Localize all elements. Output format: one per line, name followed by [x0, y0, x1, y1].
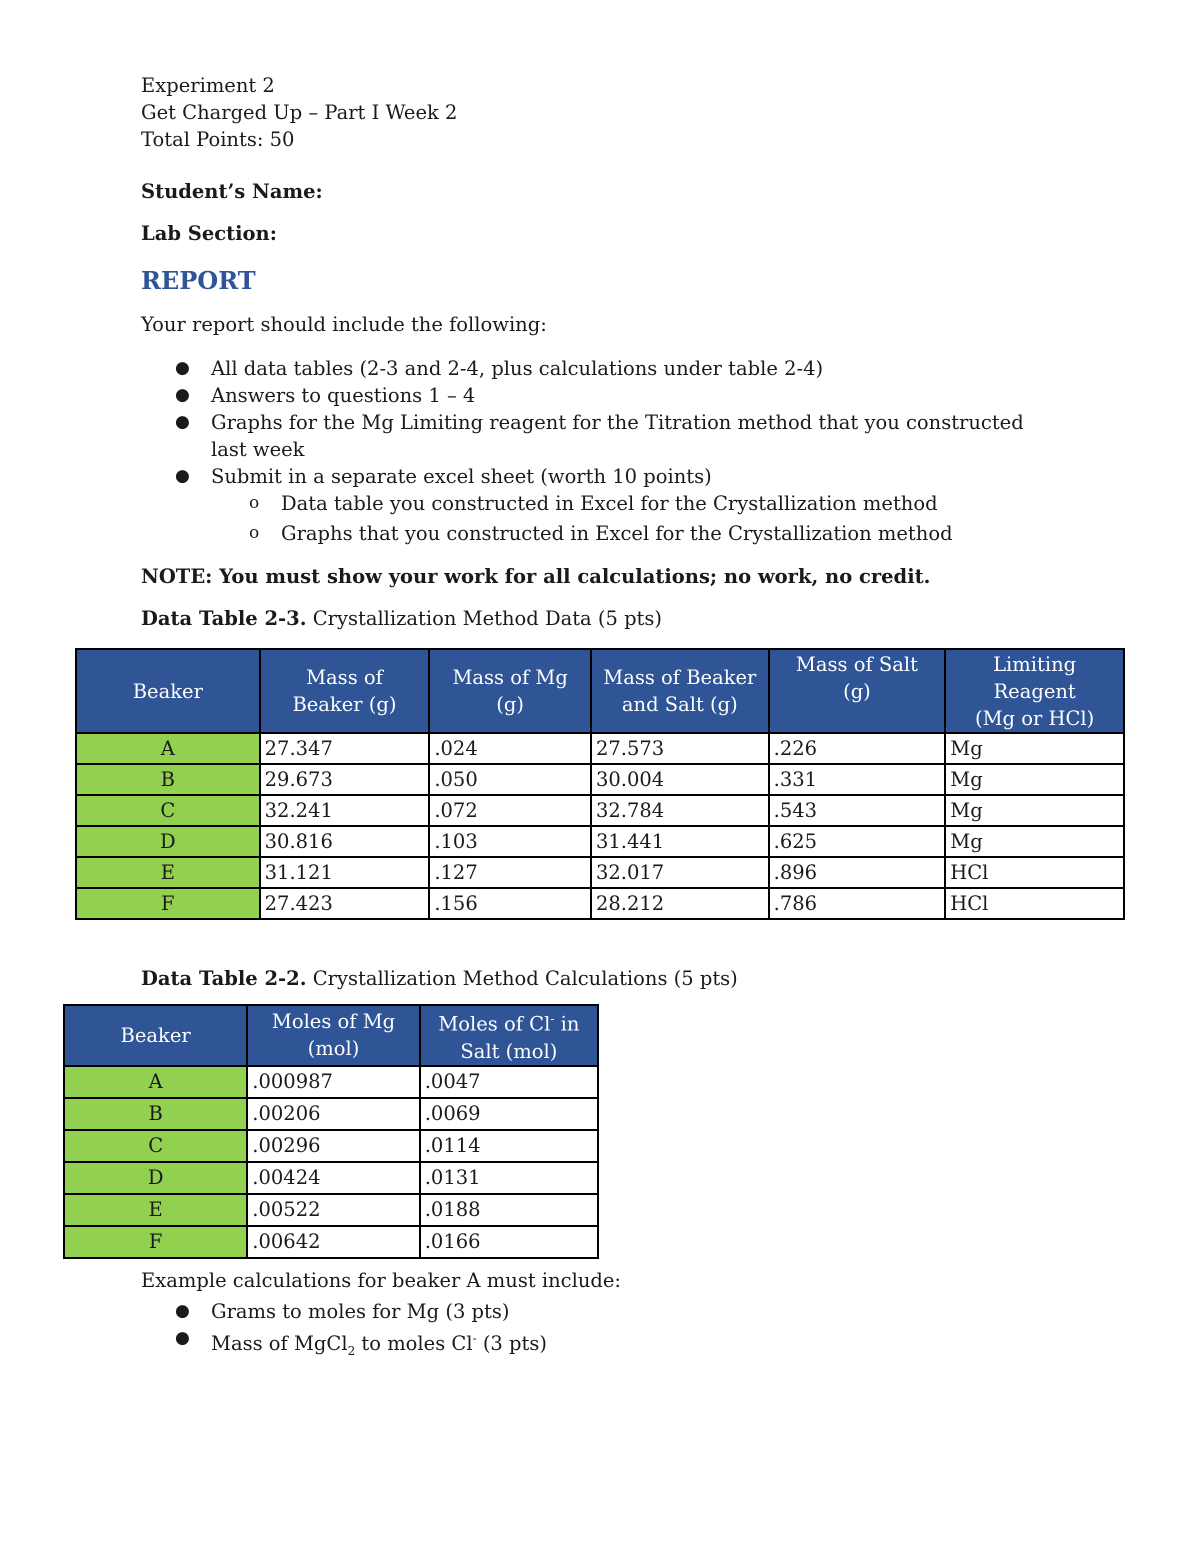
- circle-bullet-icon: o: [249, 523, 260, 543]
- table-row: [76, 888, 1124, 919]
- column-header: Mass of Salt (g): [769, 649, 946, 733]
- table-cell: .0166: [420, 1226, 598, 1258]
- example-list: [141, 1298, 1041, 1364]
- report-heading: REPORT: [141, 266, 256, 295]
- student-name-label: Student’s Name:: [141, 180, 323, 203]
- table-row: [64, 1066, 598, 1098]
- table-row: [76, 795, 1124, 826]
- bullet-icon: ●: [175, 385, 190, 405]
- beaker-label-cell: D: [64, 1162, 247, 1194]
- table-cell: HCl: [945, 857, 1124, 888]
- example-intro: Example calculations for beaker A must include:: [141, 1269, 621, 1292]
- beaker-label-cell: F: [64, 1226, 247, 1258]
- column-header: Beaker: [76, 649, 260, 733]
- table-cell: Mg: [945, 826, 1124, 857]
- list-item: ● All data tables (2-3 and 2-4, plus calculations under table 2-4): [175, 357, 824, 380]
- bullet-icon: ●: [175, 466, 190, 486]
- table-cell: .0114: [420, 1130, 598, 1162]
- beaker-label-cell: B: [76, 764, 260, 795]
- table-cell: 27.347: [260, 733, 430, 764]
- lab-section-label: Lab Section:: [141, 222, 277, 245]
- column-header: Beaker: [64, 1005, 247, 1066]
- table-row: [76, 857, 1124, 888]
- column-header: Mass of Mg (g): [429, 649, 591, 733]
- table-cell: 31.441: [591, 826, 769, 857]
- table-cell: Mg: [945, 733, 1124, 764]
- table-cell: .0069: [420, 1098, 598, 1130]
- table-cell: .625: [769, 826, 946, 857]
- table-cell: 30.816: [260, 826, 430, 857]
- table-cell: .024: [429, 733, 591, 764]
- bullet-icon: ●: [175, 1301, 190, 1321]
- circle-bullet-icon: o: [249, 493, 260, 513]
- list-item: o Graphs that you constructed in Excel for the Crystallization method: [249, 522, 953, 545]
- column-header: Mass of Beaker and Salt (g): [591, 649, 769, 733]
- beaker-label-cell: E: [76, 857, 260, 888]
- table-row: [64, 1194, 598, 1226]
- beaker-label-cell: D: [76, 826, 260, 857]
- list-item: ● Mass of MgCl$_2$ to moles Cl- (3 pts): [141, 1325, 1041, 1364]
- column-header: Limiting Reagent (Mg or HCl): [945, 649, 1124, 733]
- list-item: ● Grams to moles for Mg (3 pts): [175, 1300, 510, 1323]
- table-row: [64, 1098, 598, 1130]
- table-cell: .000987: [247, 1066, 419, 1098]
- list-item: ● Answers to questions 1 – 4: [175, 384, 476, 407]
- list-item: o Data table you constructed in Excel for the Crystallization method: [249, 492, 938, 515]
- table-cell: .127: [429, 857, 591, 888]
- note-text: NOTE: You must show your work for all calculations; no work, no credit.: [141, 565, 931, 588]
- column-header: Mass of Beaker (g): [260, 649, 430, 733]
- table-cell: .00424: [247, 1162, 419, 1194]
- beaker-label-cell: E: [64, 1194, 247, 1226]
- table-cell: .331: [769, 764, 946, 795]
- report-intro: Your report should include the following:: [141, 313, 547, 336]
- table-cell: .00522: [247, 1194, 419, 1226]
- table-cell: .0188: [420, 1194, 598, 1226]
- table-cell: .543: [769, 795, 946, 826]
- list-item: ● Graphs for the Mg Limiting reagent for the Titration method that you constructed last week: [175, 411, 1024, 461]
- column-header: Moles of Cl- in Salt (mol): [420, 1005, 598, 1066]
- table-header-row: [64, 1005, 598, 1066]
- list-item: ● Submit in a separate excel sheet (worth 10 points) o Data table you constructed in Excel for the Crystallization method o Graphs that you constructed in Excel for the Crystallization method: [141, 463, 1041, 547]
- table-cell: HCl: [945, 888, 1124, 919]
- table-cell: .226: [769, 733, 946, 764]
- table-row: [76, 733, 1124, 764]
- beaker-label-cell: C: [64, 1130, 247, 1162]
- bullet-icon: ●: [175, 1328, 190, 1348]
- table-row: [64, 1226, 598, 1258]
- table-cell: 32.241: [260, 795, 430, 826]
- excel-sublist: [211, 490, 1041, 547]
- table-cell: .00206: [247, 1098, 419, 1130]
- table-cell: 31.121: [260, 857, 430, 888]
- table-cell: .0047: [420, 1066, 598, 1098]
- table-row: [64, 1130, 598, 1162]
- table-cell: .00296: [247, 1130, 419, 1162]
- table-cell: .156: [429, 888, 591, 919]
- table-row: [76, 826, 1124, 857]
- experiment-title: Get Charged Up – Part I Week 2: [141, 101, 458, 124]
- table-header-row: [76, 649, 1124, 733]
- table-row: [64, 1162, 598, 1194]
- beaker-label-cell: C: [76, 795, 260, 826]
- column-header: Moles of Mg (mol): [247, 1005, 419, 1066]
- crystallization-calculations-table: [63, 1004, 599, 1259]
- table-cell: .072: [429, 795, 591, 826]
- table-cell: 30.004: [591, 764, 769, 795]
- document-header: [141, 72, 457, 153]
- table-row: [76, 764, 1124, 795]
- table1-caption: Data Table 2-3. Crystallization Method Data (5 pts): [141, 607, 663, 630]
- bullet-icon: ●: [175, 412, 190, 432]
- table-cell: .00642: [247, 1226, 419, 1258]
- table-cell: 32.784: [591, 795, 769, 826]
- table-cell: 32.017: [591, 857, 769, 888]
- beaker-label-cell: A: [76, 733, 260, 764]
- table-cell: .896: [769, 857, 946, 888]
- table-cell: Mg: [945, 795, 1124, 826]
- table-cell: 27.573: [591, 733, 769, 764]
- table2-caption: Data Table 2-2. Crystallization Method Calculations (5 pts): [141, 967, 738, 990]
- table-cell: 28.212: [591, 888, 769, 919]
- bullet-icon: ●: [175, 358, 190, 378]
- beaker-label-cell: B: [64, 1098, 247, 1130]
- table-cell: .786: [769, 888, 946, 919]
- table-cell: .103: [429, 826, 591, 857]
- table-cell: .0131: [420, 1162, 598, 1194]
- table-cell: 27.423: [260, 888, 430, 919]
- table-cell: Mg: [945, 764, 1124, 795]
- total-points: Total Points: 50: [141, 128, 295, 151]
- table-cell: 29.673: [260, 764, 430, 795]
- beaker-label-cell: A: [64, 1066, 247, 1098]
- beaker-label-cell: F: [76, 888, 260, 919]
- requirements-list: [141, 355, 1041, 547]
- crystallization-data-table: [75, 648, 1125, 920]
- experiment-number: Experiment 2: [141, 74, 275, 97]
- table-cell: .050: [429, 764, 591, 795]
